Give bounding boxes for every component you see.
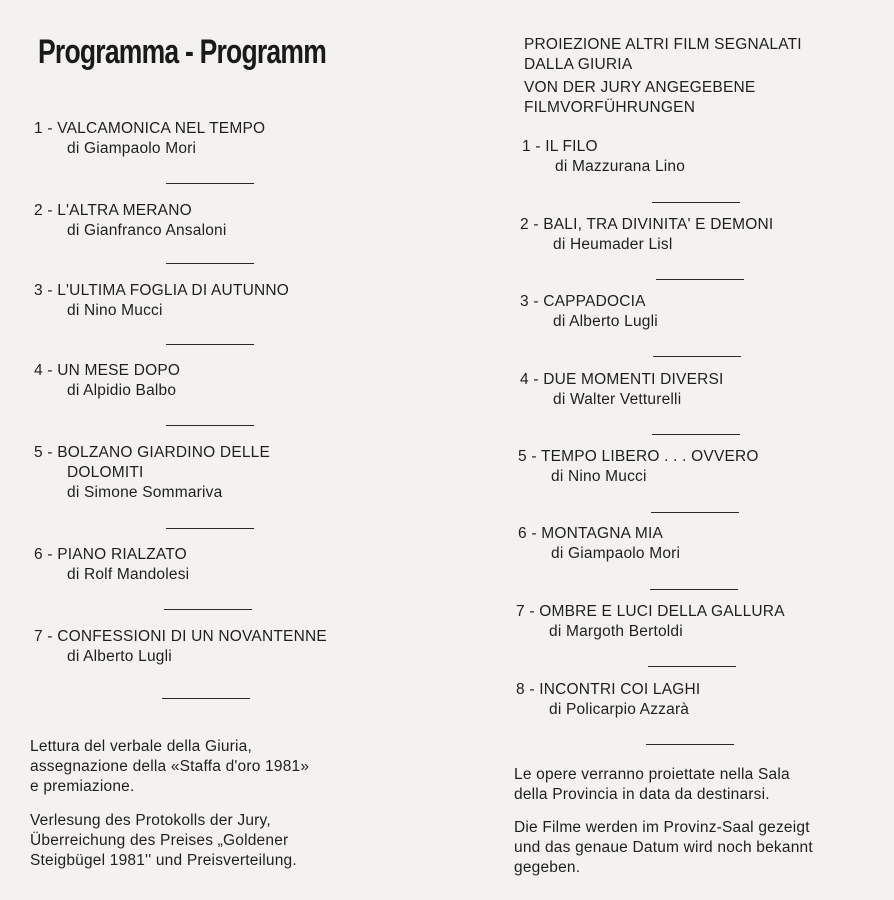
entry-title-line: 2 - BALI, TRA DIVINITA' E DEMONI (520, 216, 774, 233)
entry-number: 2 (34, 202, 43, 219)
paragraph-line: und das genaue Datum wird noch bekannt (514, 839, 813, 856)
entry-title: L'ULTIMA FOGLIA DI AUTUNNO (57, 282, 290, 299)
entry-title: VALCAMONICA NEL TEMPO (57, 120, 266, 137)
list-item (520, 292, 658, 332)
closing-italian (514, 765, 790, 805)
divider (652, 434, 740, 435)
entry-byline: di Simone Sommariva (67, 484, 223, 501)
entry-byline: di Alberto Lugli (553, 313, 658, 330)
divider (162, 698, 250, 699)
list-item (522, 137, 685, 177)
entry-title: L'ALTRA MERANO (57, 202, 192, 219)
entry-number: 5 (518, 448, 527, 465)
entry-title-line: 3 - L'ULTIMA FOGLIA DI AUTUNNO (34, 282, 290, 299)
entry-title: BOLZANO GIARDINO DELLE (57, 444, 271, 461)
list-item (520, 370, 724, 410)
divider (166, 425, 254, 426)
list-item (520, 215, 773, 255)
entry-title-line: 3 - CAPPADOCIA (520, 293, 646, 310)
entry-byline: di Margoth Bertoldi (549, 623, 683, 640)
entry-number: 3 (34, 282, 43, 299)
heading-line: VON DER JURY ANGEGEBENE (524, 79, 756, 96)
paragraph-line: Überreichung des Preises „Goldener (30, 832, 289, 849)
entry-title: MONTAGNA MIA (541, 525, 664, 542)
entry-title: OMBRE E LUCI DELLA GALLURA (539, 603, 785, 620)
entry-number: 7 (34, 628, 43, 645)
closing-german (30, 811, 297, 871)
entry-number: 6 (518, 525, 527, 542)
divider (166, 263, 254, 264)
entry-title-continued: DOLOMITI (67, 464, 144, 481)
list-item (34, 119, 265, 159)
list-item (34, 361, 180, 401)
entry-title: IL FILO (545, 138, 598, 155)
list-item (516, 602, 785, 642)
entry-byline: di Nino Mucci (551, 468, 647, 485)
entry-title-line: 8 - INCONTRI COI LAGHI (516, 681, 701, 698)
paragraph-line: Steigbügel 1981'' und Preisverteilung. (30, 852, 297, 869)
entry-number: 7 (516, 603, 525, 620)
entry-title-line: 7 - CONFESSIONI DI UN NOVANTENNE (34, 628, 327, 645)
heading-italian (524, 35, 802, 75)
paragraph-line: assegnazione della «Staffa d'oro 1981» (30, 758, 310, 775)
paragraph-line: Lettura del verbale della Giuria, (30, 738, 253, 755)
divider (656, 279, 744, 280)
entry-title: CAPPADOCIA (543, 293, 646, 310)
entry-title: INCONTRI COI LAGHI (539, 681, 701, 698)
entry-number: 2 (520, 216, 529, 233)
entry-number: 3 (520, 293, 529, 310)
entry-byline: di Giampaolo Mori (551, 545, 681, 562)
entry-title: UN MESE DOPO (57, 362, 181, 379)
divider (653, 356, 741, 357)
list-item (34, 545, 189, 585)
entry-title-line: 6 - PIANO RIALZATO (34, 546, 187, 563)
entry-byline: di Gianfranco Ansaloni (67, 222, 227, 239)
heading-line: FILMVORFÜHRUNGEN (524, 99, 696, 116)
paragraph-line: Le opere verranno proiettate nella Sala (514, 766, 790, 783)
paragraph-line: della Provincia in data da destinarsi. (514, 786, 770, 803)
heading-line: PROIEZIONE ALTRI FILM SEGNALATI (524, 36, 802, 53)
entry-title-line: 1 - IL FILO (522, 138, 598, 155)
list-item (34, 201, 227, 241)
entry-byline: di Alberto Lugli (67, 648, 172, 665)
divider (651, 512, 739, 513)
list-item (34, 281, 289, 321)
entry-byline: di Giampaolo Mori (67, 140, 197, 157)
entry-number: 8 (516, 681, 525, 698)
entry-title-line: 7 - OMBRE E LUCI DELLA GALLURA (516, 603, 785, 620)
entry-byline: di Mazzurana Lino (555, 158, 686, 175)
heading-german (524, 78, 755, 118)
entry-title: CONFESSIONI DI UN NOVANTENNE (57, 628, 327, 645)
entry-title: DUE MOMENTI DIVERSI (543, 371, 724, 388)
entry-number: 4 (34, 362, 43, 379)
closing-italian (30, 737, 309, 797)
paragraph-line: Die Filme werden im Provinz-Saal gezeigt (514, 819, 810, 836)
heading-line: DALLA GIURIA (524, 56, 633, 73)
list-item (518, 524, 680, 564)
divider (164, 609, 252, 610)
entry-number: 6 (34, 546, 43, 563)
paragraph-line: Verlesung des Protokolls der Jury, (30, 812, 271, 829)
page-title: Programma - Programm (38, 33, 327, 71)
entry-number: 4 (520, 371, 529, 388)
entry-byline: di Rolf Mandolesi (67, 566, 190, 583)
divider (646, 744, 734, 745)
entry-byline: di Heumader Lisl (553, 236, 673, 253)
entry-title-line: 4 - DUE MOMENTI DIVERSI (520, 371, 724, 388)
closing-german (514, 818, 813, 878)
entry-title-line: 1 - VALCAMONICA NEL TEMPO (34, 120, 266, 137)
divider (648, 666, 736, 667)
paragraph-line: e premiazione. (30, 778, 135, 795)
entry-byline: di Nino Mucci (67, 302, 163, 319)
entry-title: PIANO RIALZATO (57, 546, 187, 563)
entry-byline: di Alpidio Balbo (67, 382, 177, 399)
list-item (518, 447, 759, 487)
divider (166, 344, 254, 345)
entry-byline: di Policarpio Azzarà (549, 701, 690, 718)
divider (166, 183, 254, 184)
entry-number: 5 (34, 444, 43, 461)
entry-byline: di Walter Vetturelli (553, 391, 682, 408)
entry-title: TEMPO LIBERO . . . OVVERO (540, 448, 759, 465)
entry-title-line: 5 - BOLZANO GIARDINO DELLE (34, 444, 271, 461)
list-item (34, 627, 327, 667)
divider (652, 202, 740, 203)
divider (650, 589, 738, 590)
entry-title: BALI, TRA DIVINITA' E DEMONI (543, 216, 774, 233)
entry-title-line: 5 - TEMPO LIBERO . . . OVVERO (518, 448, 759, 465)
entry-title-line: 4 - UN MESE DOPO (34, 362, 181, 379)
entry-title-line: 2 - L'ALTRA MERANO (34, 202, 192, 219)
paragraph-line: gegeben. (514, 859, 581, 876)
list-item (34, 443, 270, 503)
entry-title-line: 6 - MONTAGNA MIA (518, 525, 664, 542)
list-item (516, 680, 700, 720)
divider (166, 528, 254, 529)
entry-number: 1 (34, 120, 43, 137)
entry-number: 1 (522, 138, 531, 155)
